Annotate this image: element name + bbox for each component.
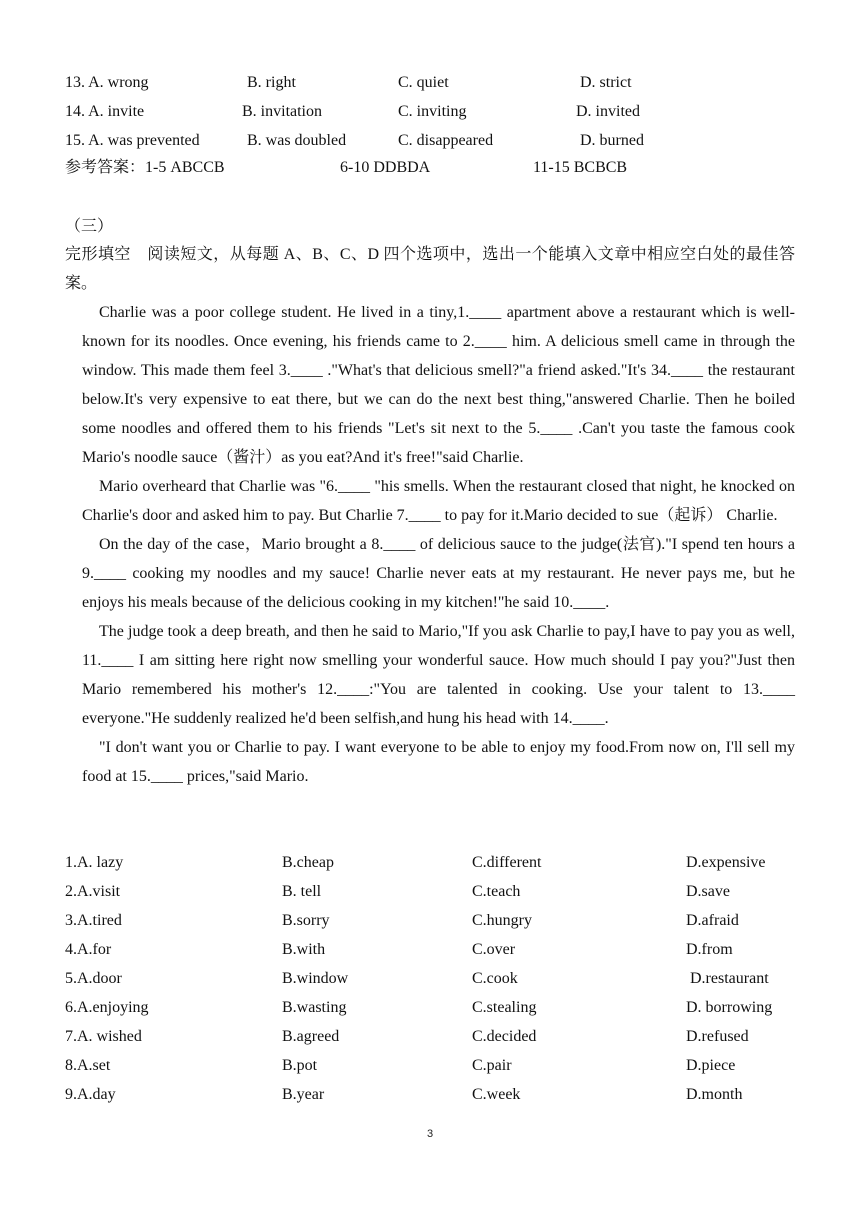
option-c: C.week [472,1086,521,1103]
option-b: B.pot [282,1057,318,1074]
option-a: 7.A. wished [65,1028,142,1045]
option-b: B. was doubled [247,132,347,149]
option-d: D.month [686,1086,743,1103]
option-a: 8.A.set [65,1057,111,1074]
option-a: 5.A.door [65,970,122,987]
option-c: C. disappeared [398,132,494,149]
option-d: D.refused [686,1028,749,1045]
question-row [0,848,860,877]
option-c: C.hungry [472,912,532,929]
question-row [0,993,860,1022]
prev-question-row [0,126,860,155]
option-d: D.save [686,883,730,900]
option-c: C.pair [472,1057,512,1074]
option-c: C. inviting [398,103,467,120]
option-d: D. borrowing [686,999,773,1016]
cloze-passage [82,298,795,791]
option-c: C. quiet [398,74,449,91]
option-c: C.different [472,854,542,871]
option-d: D. invited [576,103,640,120]
option-b: B.year [282,1086,325,1103]
option-d: D.restaurant [690,970,769,987]
option-d: D.piece [686,1057,736,1074]
passage-paragraph: The judge took a deep breath, and then he said to Mario,"If you ask Charlie to pay,I have to pay you as well, 11.____ I am sitting here right now smelling your wonderful sauce. How much should I pay you?"Just then Mario remembered his mother's 12.____:"You are talented in cooking. Use your talent to 13.____ everyone."He suddenly realized he'd been selfish,and hung his head with 14.____. [82,623,795,727]
option-a: 13. A. wrong [65,74,149,91]
option-c: C.teach [472,883,521,900]
instructions: 完形填空 阅读短文，从每题 A、B、C、D 四个选项中，选出一个能填入文章中相应空白处的最佳答案。 [65,246,795,292]
option-a: 2.A.visit [65,883,121,900]
option-b: B.wasting [282,999,347,1016]
option-a: 14. A. invite [65,103,145,120]
question-row [0,906,860,935]
answer-key-part2: 6-10 DDBDA [340,159,431,176]
option-a: 15. A. was prevented [65,132,200,149]
prev-question-row [0,68,860,97]
answer-key-part1: 参考答案：1-5 ABCCB [65,159,225,176]
option-d: D. burned [580,132,644,149]
option-b: B. right [247,74,296,91]
prev-question-row [0,97,860,126]
option-a: 3.A.tired [65,912,122,929]
question-row [0,935,860,964]
section-label: （三） [65,216,114,235]
passage-paragraph: On the day of the case，Mario brought a 8.____ of delicious sauce to the judge(法官)."I spend ten hours a 9.____ cooking my noodles and my sauce! Charlie never eats at my restaurant. He never pays me, but he enjoys his meals because of the delicious cooking in my kitchen!"he said 10.____. [82,536,795,611]
answer-key [0,153,860,182]
option-a: 1.A. lazy [65,854,124,871]
answer-key-part3: 11-15 BCBCB [533,159,628,176]
option-b: B.window [282,970,349,987]
option-b: B. invitation [242,103,322,120]
question-row [0,1051,860,1080]
option-d: D. strict [580,74,632,91]
option-d: D.expensive [686,854,766,871]
passage-paragraph: "I don't want you or Charlie to pay. I want everyone to be able to enjoy my food.From now on, I'll sell my food at 15.____ prices,"said Mario. [82,739,795,785]
option-b: B.agreed [282,1028,340,1045]
page-number: 3 [426,1128,434,1140]
option-c: C.cook [472,970,518,987]
passage-paragraph: Mario overheard that Charlie was "6.____ "his smells. When the restaurant closed that night, he knocked on Charlie's door and asked him to pay. But Charlie 7.____ to pay for it.Mario decided to sue（起诉） Charlie. [82,478,795,524]
option-d: D.from [686,941,733,958]
passage-paragraph: Charlie was a poor college student. He lived in a tiny,1.____ apartment above a restaurant which is well-known for its noodles. Once evening, his friends came to 2.____ him. A delicious smell came in through the window. This made them feel 3.____ ."What's that delicious smell?"a friend asked."It's 34.____ the restaurant below.It's very expensive to eat there, but we can do the next best thing,"answered Charlie. Then he boiled some noodles and offered them to his friends "Let's sit next to the 5.____ .Can't you taste the famous cook Mario's noodle sauce（酱汁）as you eat?And it's free!"said Charlie. [82,304,795,466]
option-a: 4.A.for [65,941,112,958]
option-d: D.afraid [686,912,739,929]
option-b: B.with [282,941,326,958]
option-b: B. tell [282,883,322,900]
question-row [0,964,860,993]
option-a: 9.A.day [65,1086,116,1103]
option-c: C.decided [472,1028,537,1045]
question-row [0,877,860,906]
option-c: C.over [472,941,516,958]
option-b: B.sorry [282,912,330,929]
question-row [0,1080,860,1109]
option-a: 6.A.enjoying [65,999,149,1016]
option-b: B.cheap [282,854,334,871]
question-row [0,1022,860,1051]
option-c: C.stealing [472,999,537,1016]
